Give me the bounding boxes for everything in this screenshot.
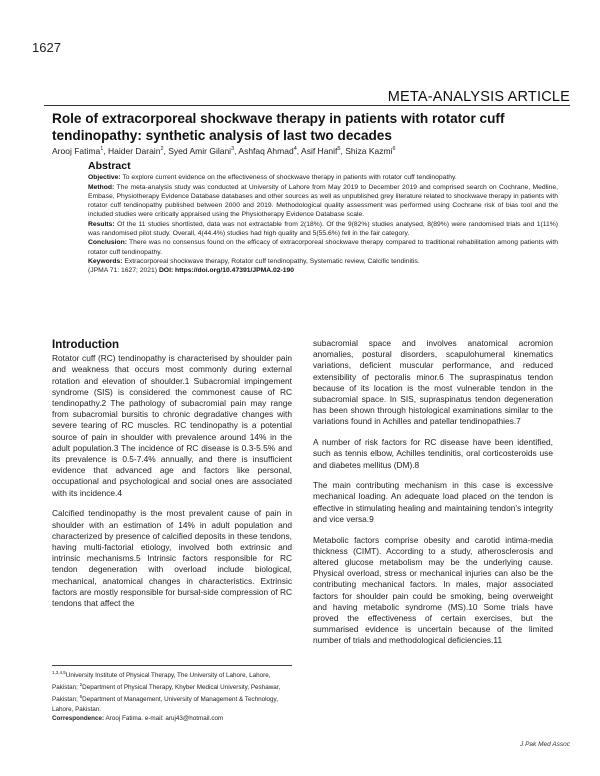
method-text: The meta-analysis study was conducted at University of Lahore from May 2019 to December 2019 and comprised search on Cochrane, Medline, Embase, Physiotherapy Evidence Database databases and other sources as well as unpublished grey literature related to shockwave therapy in patients with rotator cuff tendinopathy published between 2000 and 2019. Methodological quality assessment was performed using Cochrane risk of bias tool and the included studies were critically appraised using the Physiotherapy Evidence Database scale. xyxy=(88,183,558,219)
method-label: Method: xyxy=(88,183,115,191)
journal-name: J Pak Med Assoc xyxy=(520,741,570,748)
article-type-label: META-ANALYSIS ARTICLE xyxy=(387,89,570,105)
affiliation-marker: 2 xyxy=(79,682,83,688)
abstract-heading: Abstract xyxy=(88,160,131,172)
body-paragraph: subacromial space and involves anatomical acromion anomalies, postural disorders, scapulohumeral kinematics variations, deficient muscular performance, and reduced extensibility of pectoralis minor.6 The supraspinatus tendon because of its location is the most vulnerable tendon in the subacromial space. In SIS, supraspinatus tendon degeneration has been shown through histological examinations similar to the variations found in Achilles and patellar tendinopathies.7 xyxy=(313,338,553,427)
article-title: Role of extracorporeal shockwave therapy in patients with rotator cuff tendinopathy: synthetic analysis of last two decades xyxy=(52,111,505,143)
objective-text: To explore current evidence on the effectiveness of shockwave therapy in patients with rotator cuff tendinopathy. xyxy=(120,174,457,182)
keywords-text: Extracorporeal shockwave therapy, Rotator cuff tendinopathy, Systematic review, Calcific tendinitis. xyxy=(122,257,420,265)
body-paragraph: A number of risk factors for RC disease have been identified, such as tennis elbow, Achilles tendinitis, oral corticosteroids use and diabetes mellitus (DM).8 xyxy=(313,437,553,470)
author-affiliation-marker: 2 xyxy=(160,146,164,153)
body-paragraph: The main contributing mechanism in this case is excessive mechanical loading. An adequate load placed on the tendon is effective in stimulating healing and maintaining tendon's integrity and vice versa.9 xyxy=(313,480,553,524)
citation-line xyxy=(88,266,558,275)
abstract-method xyxy=(88,183,558,220)
author-name: Asif Hanif xyxy=(301,146,338,156)
author-name: Ashfaq Ahmad xyxy=(238,146,294,156)
conclusion-label: Conclusion: xyxy=(88,239,127,247)
author-affiliation-marker: 1 xyxy=(100,146,104,153)
author-affiliation-marker: 4 xyxy=(293,146,297,153)
results-text: Of the 11 studies shortlisted, data was not extractable from 2(18%). Of the 9(82%) studies analysed, 8(89%) were randomised trials and 1(11%) was randomised pilot study. Overall, 4(44.4%) studies had high quality and 5(55.6%) fell in the fair category. xyxy=(88,220,558,238)
author-name: Syed Amir Gilani xyxy=(168,146,232,156)
author-name: Haider Darain xyxy=(107,146,161,156)
correspondence xyxy=(52,714,297,723)
footnote-divider xyxy=(52,665,292,666)
affiliation-text: University Institute of Physical Therapy, The University of Lahore, Lahore, Pakistan; xyxy=(52,672,271,692)
citation-text: (JPMA 71: 1627; 2021) xyxy=(88,267,158,275)
abstract-conclusion xyxy=(88,238,558,257)
objective-label: Objective: xyxy=(88,174,121,182)
correspondence-label: Correspondence: xyxy=(52,714,105,722)
keywords-label: Keywords: xyxy=(88,257,123,265)
body-paragraph: Rotator cuff (RC) tendinopathy is characterised by shoulder pain and weakness that occurs most commonly during external rotation and elevation of shoulder.1 Subacromial impingement syndrome (SIS) is considered the commonest cause of RC tendinopathy.2 The pathology of subacromial pain may range from subacromial bursitis to chronic degradative changes with severe tearing of RC muscles. RC tendinopathy is a potential source of pain in shoulder with prevalence around 14% in the adult population.3 The incidence of RC disease is 0.3-5.5% and its prevalence is 0.5-7.4% annually, and there is insufficient evidence that advanced age and factors like personal, occupational and psychological and social ones are associated with its incidence.4 xyxy=(52,353,292,498)
abstract-results xyxy=(88,220,558,239)
author-name: Shiza Kazmi xyxy=(345,146,393,156)
abstract-objective xyxy=(88,173,558,182)
affiliations xyxy=(52,668,297,714)
body-paragraph: Calcified tendinopathy is the most prevalent cause of pain in shoulder with an estimation of 14% in adult population and characterized by presence of calcified deposits in these tendons, having multi-factorial etiology, involved both extrinsic and intrinsic mechanisms.5 Intrinsic factors responsible for RC tendon degeneration with overload include biological, mechanical, anatomical changes in characteristics. Extrinsic factors are mostly responsible for bursal-side compression of RC tendons that affect the xyxy=(52,508,292,608)
author-name: Arooj Fatima xyxy=(52,146,101,156)
affiliation-text: Department of Management, University of Management & Technology, Lahore, Pakistan. xyxy=(52,696,278,713)
affiliation-marker: 1,3,4,5 xyxy=(52,670,66,675)
header-divider xyxy=(44,105,570,106)
conclusion-text: There was no consensus found on the efficacy of extracorporeal shockwave therapy compared to traditional rehabilitation among patients with rotator cuff tendinopathy. xyxy=(88,239,558,256)
author-affiliation-marker: 6 xyxy=(392,146,396,153)
affiliation-marker: 6 xyxy=(79,694,83,700)
author-list: Arooj Fatima$^1$, Haider Darain$^2$, Syed Amir Gilani$^3$, Ashfaq Ahmad$^4$, Asif Hanif$^5$, Shiza Kazmi$^6$ xyxy=(52,146,396,156)
left-column xyxy=(52,340,292,619)
body-paragraph: Metabolic factors comprise obesity and carotid intima-media thickness (CIMT). According to a study, atherosclerosis and altered glucose metabolism may be the underlying cause. Physical overload, stress or mechanical injuries can also be the contributing mechanical factors. In males, major associated factors for shoulder pain could be smoking, being overweight and having metabolic syndrome (MS).10 Some trials have proved the effectiveness of certain exercises, but the summarised evidence is uncertain because of the limited number of trials and methodological deficiencies.11 xyxy=(313,534,553,646)
affiliations-footnote xyxy=(52,668,297,723)
author-affiliation-marker: 5 xyxy=(337,146,341,153)
correspondence-text: Arooj Fatima. e-mail: aruj43@hotmail.com xyxy=(104,714,224,722)
results-label: Results: xyxy=(88,220,115,228)
author-affiliation-marker: 3 xyxy=(231,146,235,153)
page-number: 1627 xyxy=(32,40,61,55)
right-column xyxy=(313,338,553,656)
abstract-keywords xyxy=(88,257,558,266)
doi-link[interactable]: DOI: https://doi.org/10.47391/JPMA.02-190 xyxy=(158,267,294,275)
affiliation-text: Department of Physical Therapy, Khyber Medical University, Peshawar, Pakistan; xyxy=(52,684,281,704)
abstract xyxy=(88,162,558,276)
introduction-heading: Introduction xyxy=(52,339,120,351)
